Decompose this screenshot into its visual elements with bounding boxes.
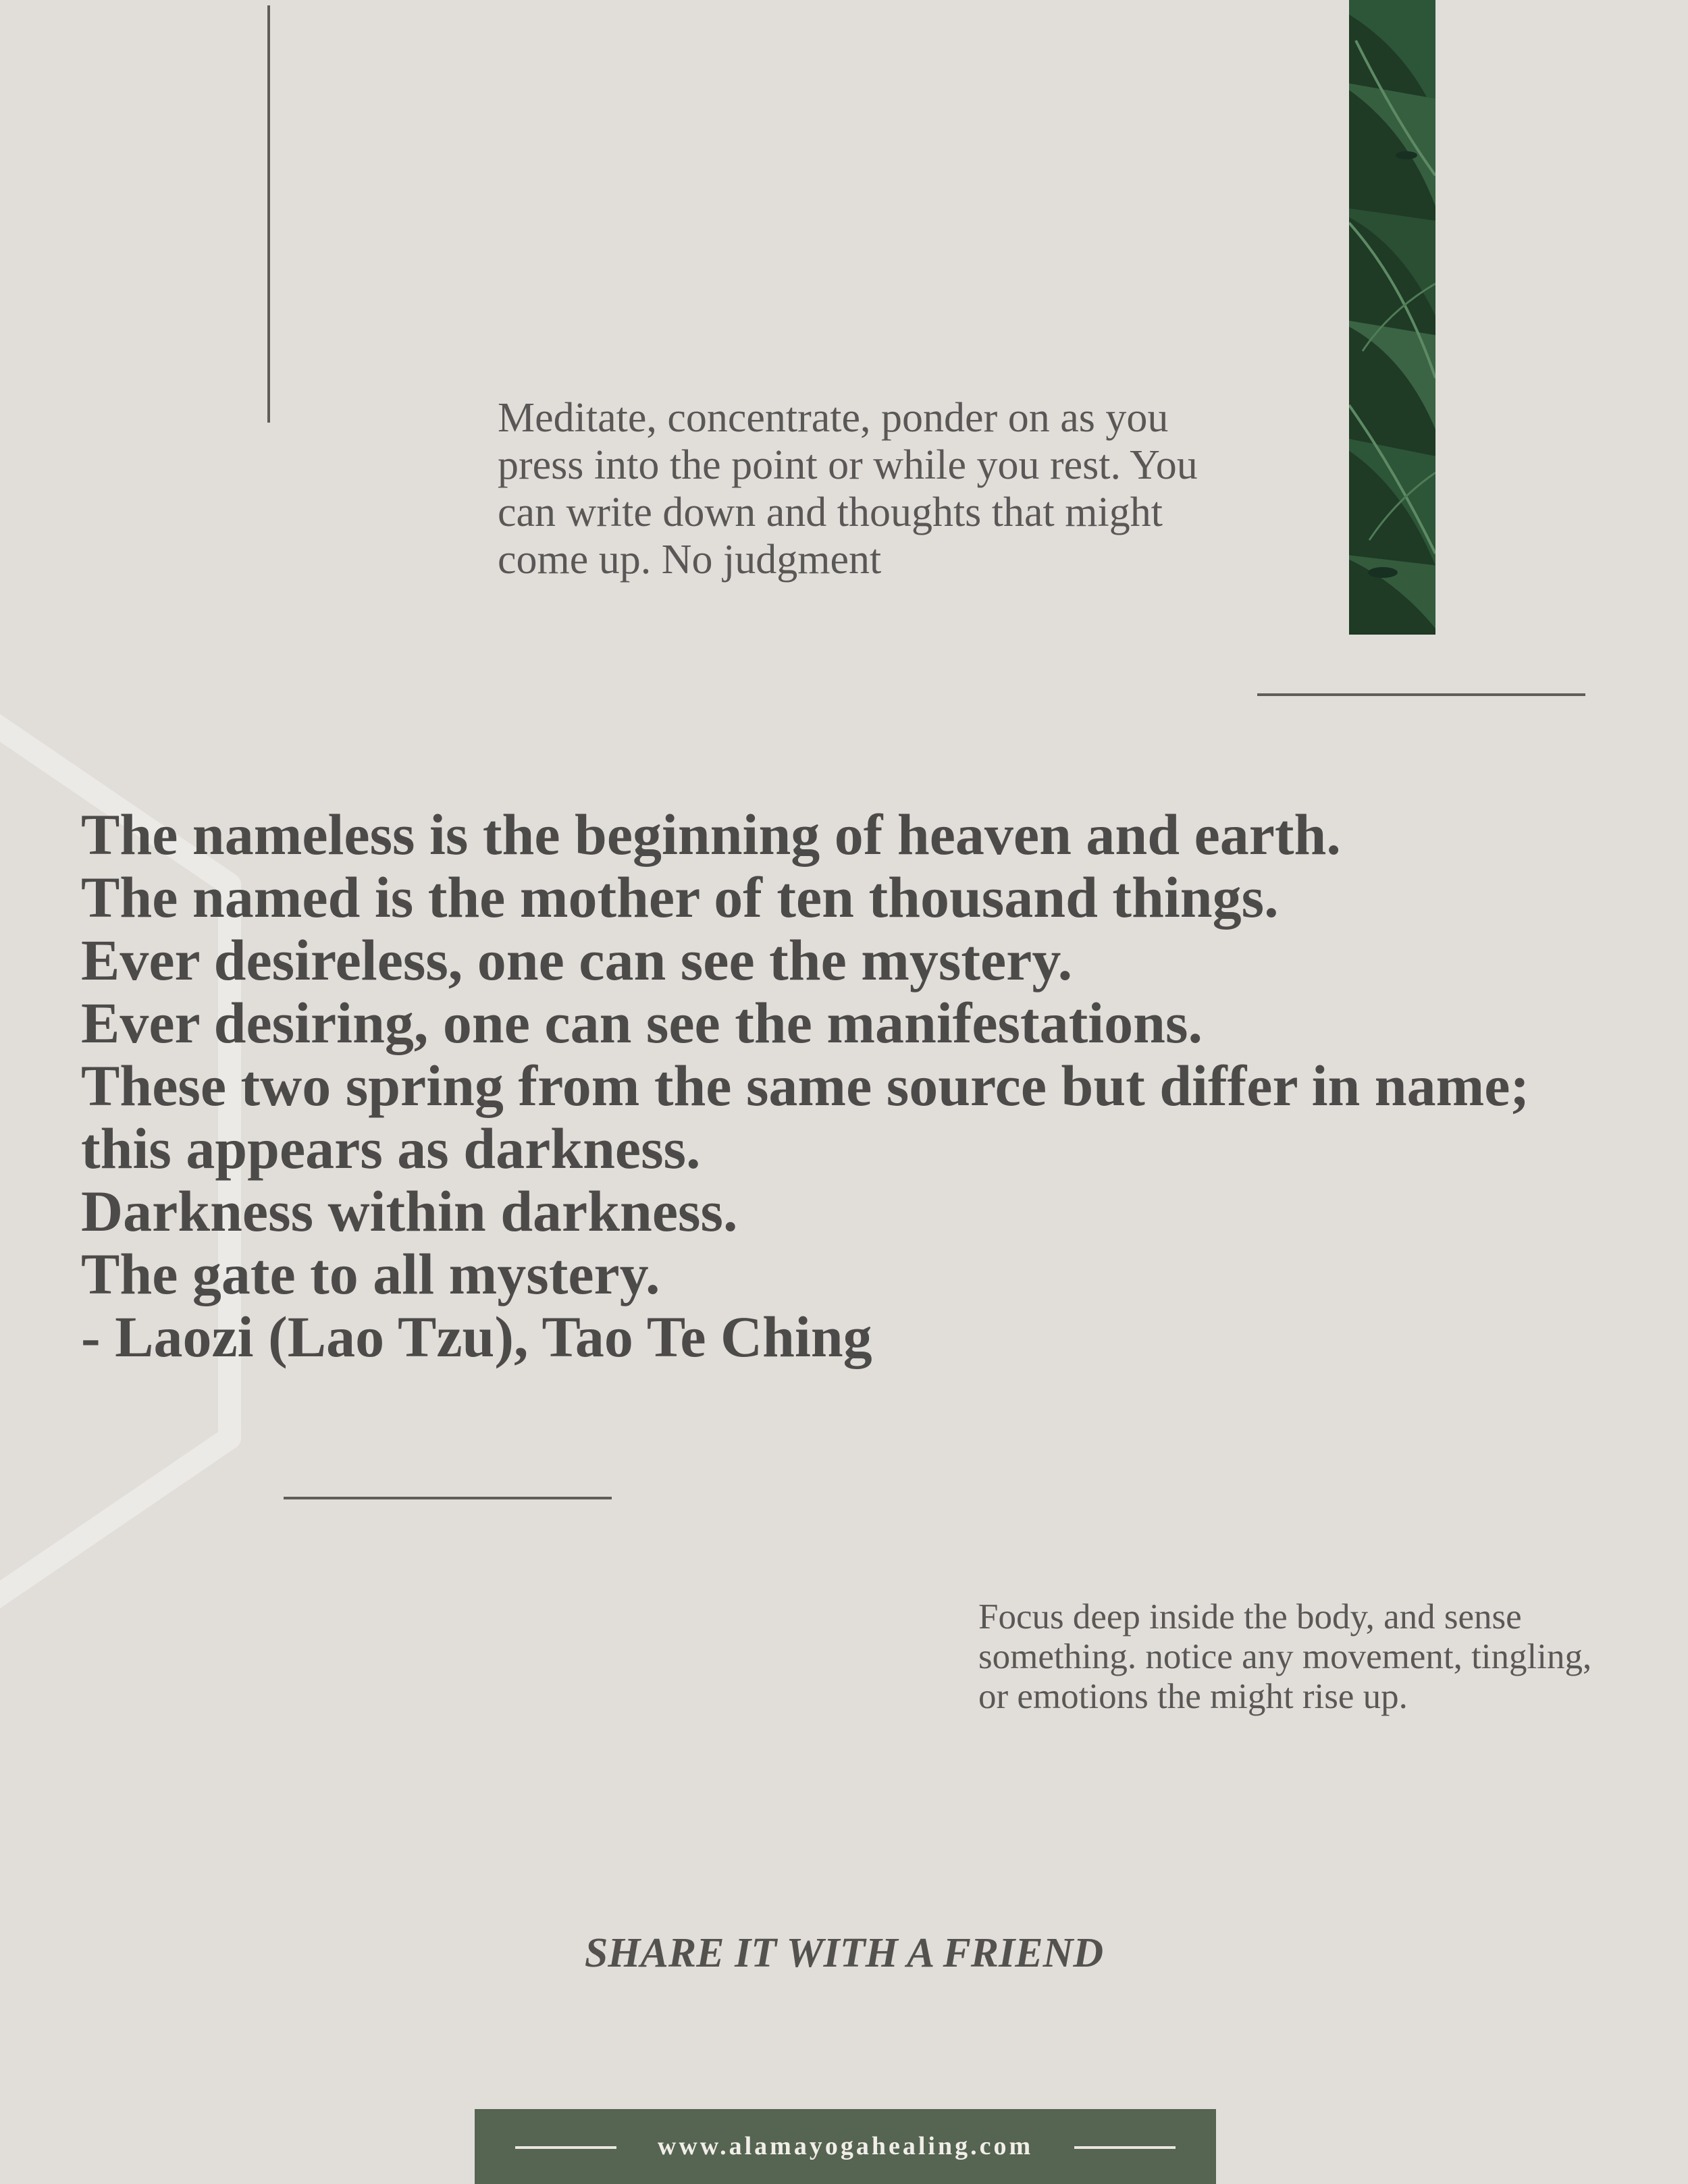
monstera-leaf-image-strip bbox=[1349, 0, 1435, 635]
left-horizontal-divider bbox=[284, 1497, 612, 1499]
quote-line: The gate to all mystery. bbox=[81, 1242, 660, 1306]
website-link[interactable]: www.alamayogahealing.com bbox=[657, 2132, 1034, 2160]
quote-line: Ever desiring, one can see the manifestations. bbox=[81, 990, 1203, 1055]
quote-line: The named is the mother of ten thousand things. bbox=[81, 865, 1279, 930]
intro-instruction-text: Meditate, concentrate, ponder on as you press into the point or while you rest. You can write down and thoughts that might come up. No judgment bbox=[498, 395, 1198, 583]
quote-line: Darkness within darkness. bbox=[81, 1179, 738, 1244]
quote-line: The nameless is the beginning of heaven and earth. bbox=[81, 802, 1341, 867]
share-call-to-action: SHARE IT WITH A FRIEND bbox=[584, 1930, 1104, 1976]
quote-line: These two spring from the same source but differ in name; bbox=[81, 1053, 1530, 1118]
quote-line: Ever desireless, one can see the mystery. bbox=[81, 928, 1073, 992]
leaf-icon bbox=[1349, 0, 1435, 635]
right-horizontal-divider bbox=[1257, 693, 1585, 696]
quote-line: this appears as darkness. bbox=[81, 1116, 701, 1181]
focus-instruction-text: Focus deep inside the body, and sense something. notice any movement, tingling, or emotions the might rise up. bbox=[978, 1597, 1592, 1716]
footer-bar bbox=[475, 2109, 1216, 2184]
quote-attribution: - Laozi (Lao Tzu), Tao Te Ching bbox=[81, 1304, 872, 1369]
top-vertical-divider bbox=[267, 5, 270, 423]
tao-te-ching-quote bbox=[81, 803, 1634, 1368]
